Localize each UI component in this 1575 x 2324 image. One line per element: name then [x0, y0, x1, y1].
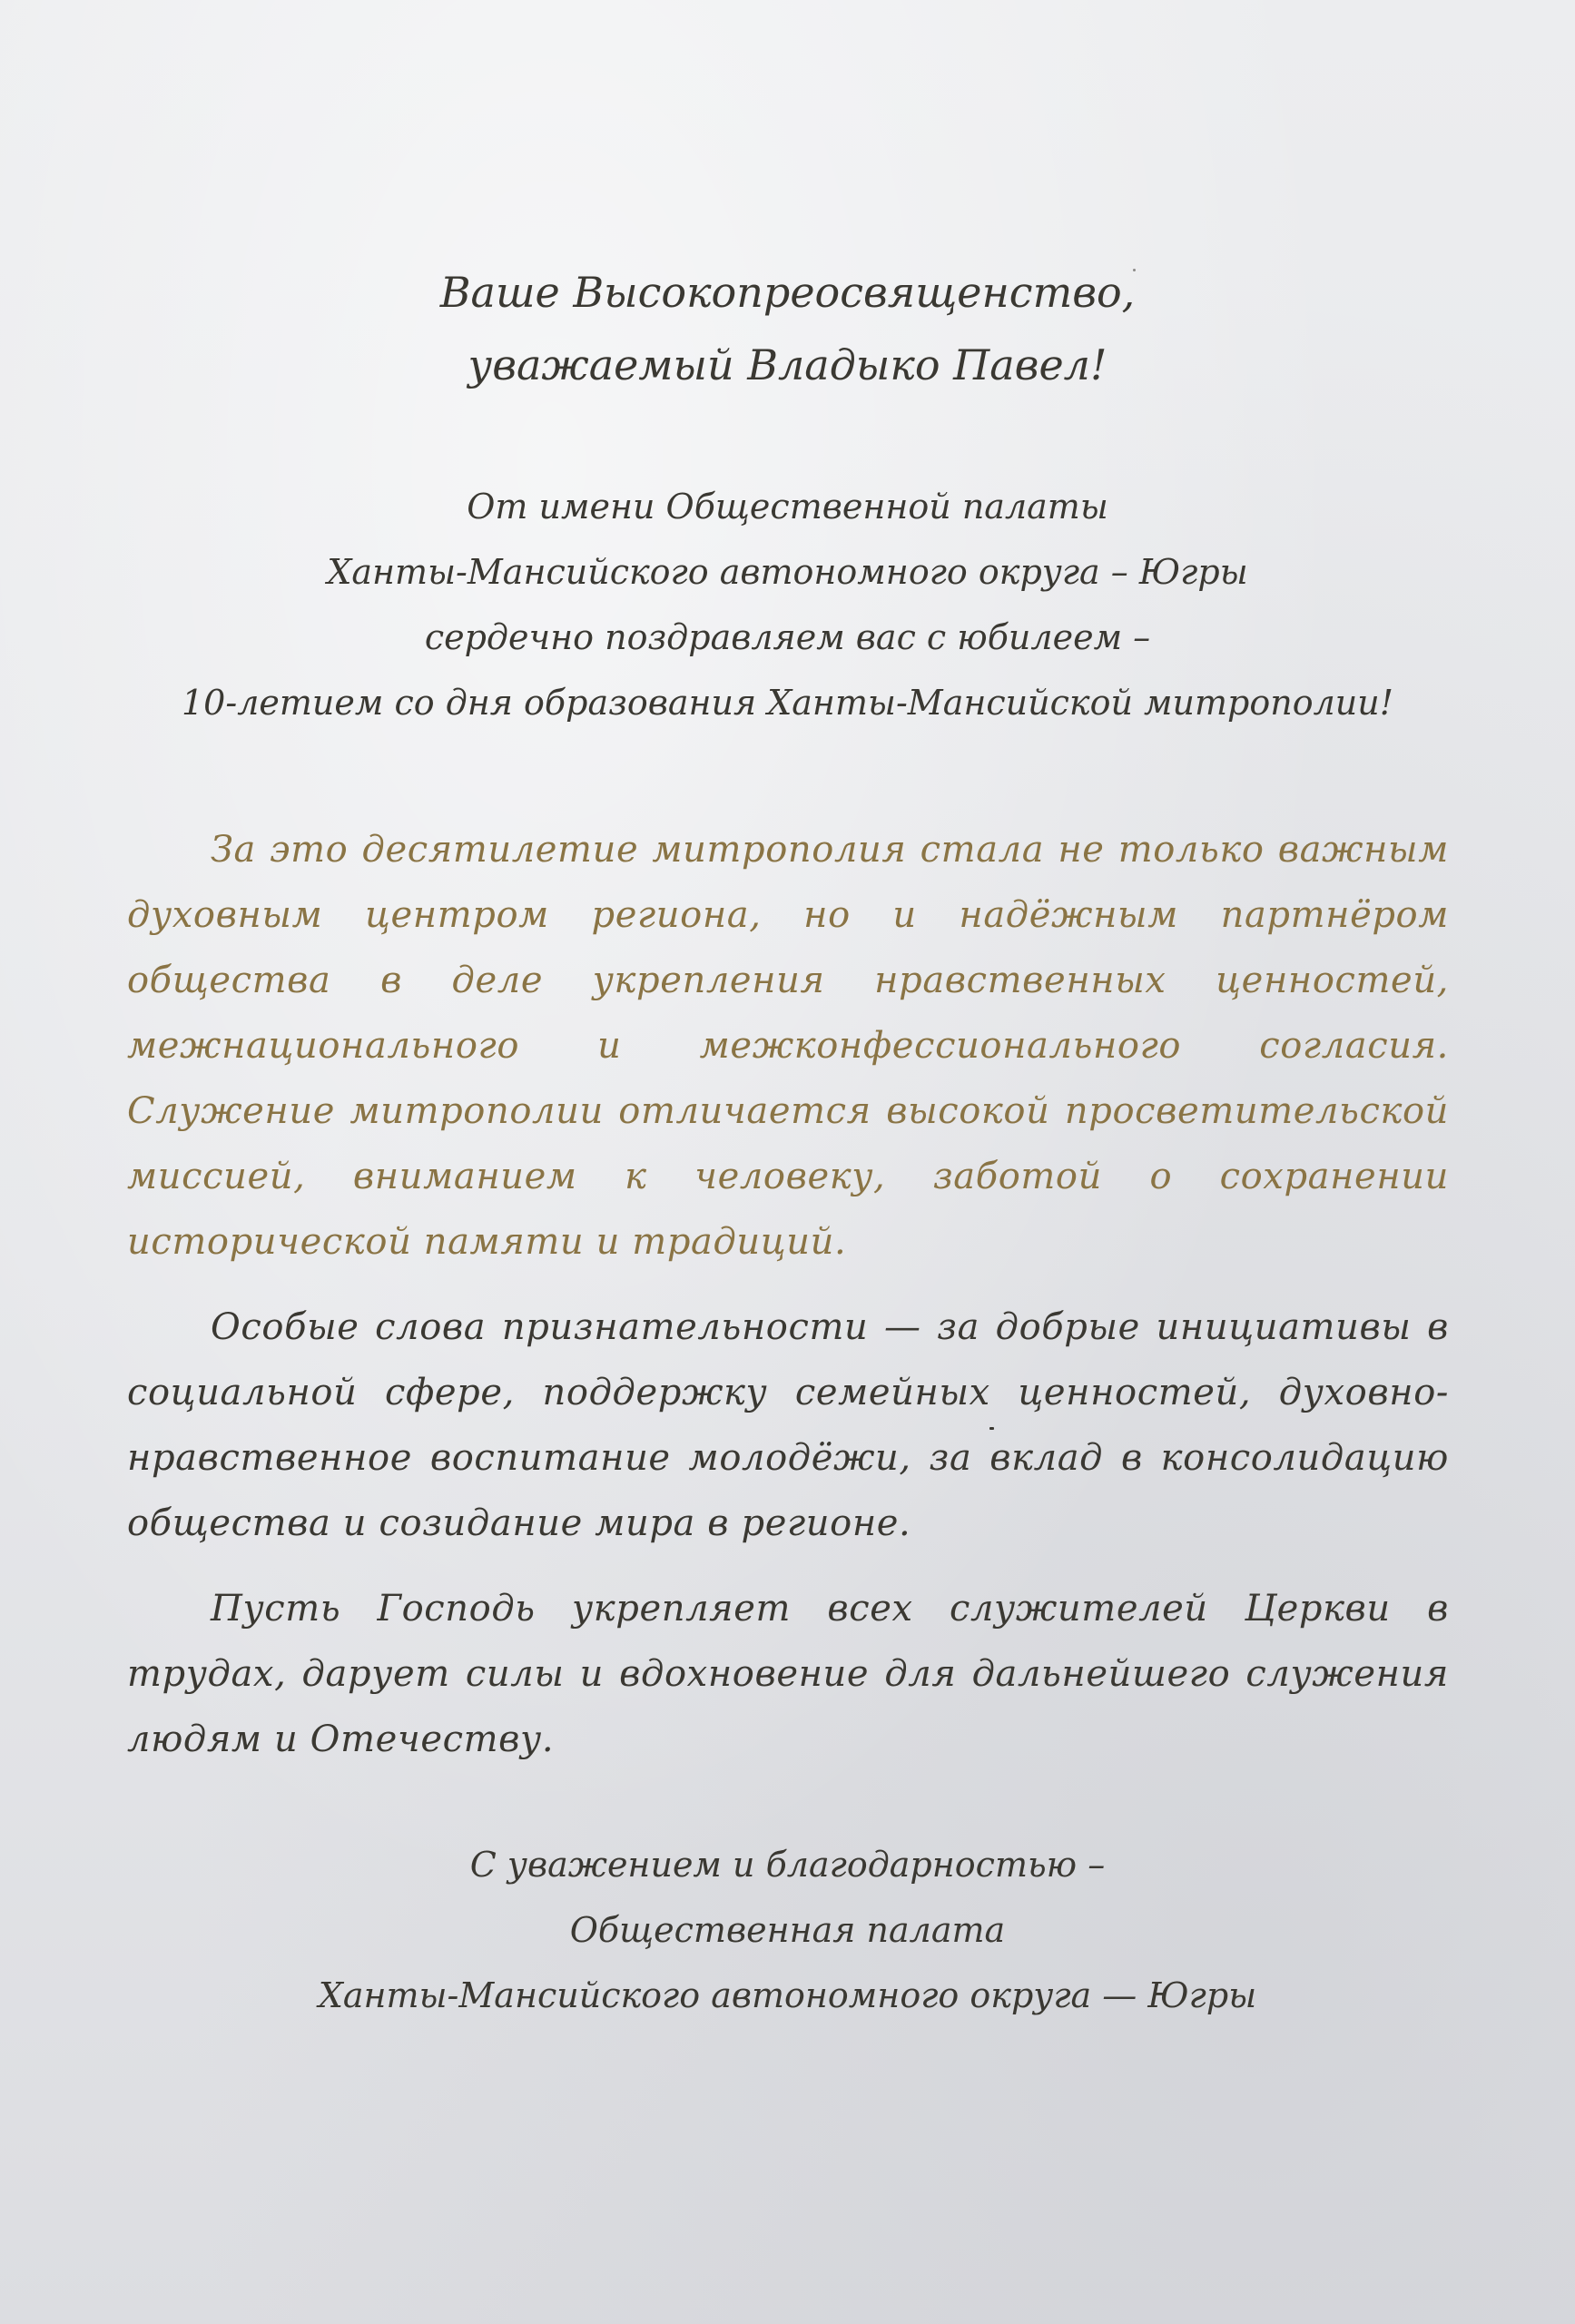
body-paragraph-1: За это десятилетие митрополия стала не только важным духовным центром региона, но и надёжным партнёром общества в деле укрепления нравственных ценностей, межнационального и межконфессионального согласия. Служение митрополии отличается высокой просветительской миссией, вниманием к человеку, заботой о сохранении исторической памяти и традиций. — [127, 829, 1449, 1263]
intro-line-4: 10-летием со дня образования Ханты-Мансийской митрополии! — [182, 683, 1393, 723]
greeting-intro — [0, 474, 1575, 735]
salutation — [0, 256, 1575, 401]
salutation-line-2: уважаемый Владыко Павел! — [468, 340, 1107, 389]
intro-line-1: От имени Общественной палаты — [467, 487, 1108, 527]
body-paragraph-2: Особые слова признательности — за добрые инициативы в социальной сфере, поддержку семейных ценностей, духовно-нравственное воспитание молодёжи, за вклад в консолидацию общества и созидание мира в регионе. — [127, 1306, 1449, 1544]
salutation-line-1: Ваше Высокопреосвященство, — [439, 268, 1136, 317]
closing-line-2: Общественная палата — [569, 1910, 1006, 1950]
intro-line-3: сердечно поздравляем вас с юбилеем – — [424, 617, 1151, 657]
body-paragraph-3: Пусть Господь укрепляет всех служителей Церкви в трудах, дарует силы и вдохновение для дальнейшего служения людям и Отечеству. — [127, 1588, 1449, 1760]
letter-body — [127, 817, 1449, 1772]
closing-line-3: Ханты-Мансийского автономного округа — Югры — [318, 1975, 1257, 2015]
intro-line-2: Ханты-Мансийского автономного округа – Югры — [327, 552, 1248, 592]
ink-mark — [989, 1427, 994, 1430]
closing-line-1: С уважением и благодарностью – — [469, 1845, 1106, 1885]
signature-block — [0, 1832, 1575, 2028]
